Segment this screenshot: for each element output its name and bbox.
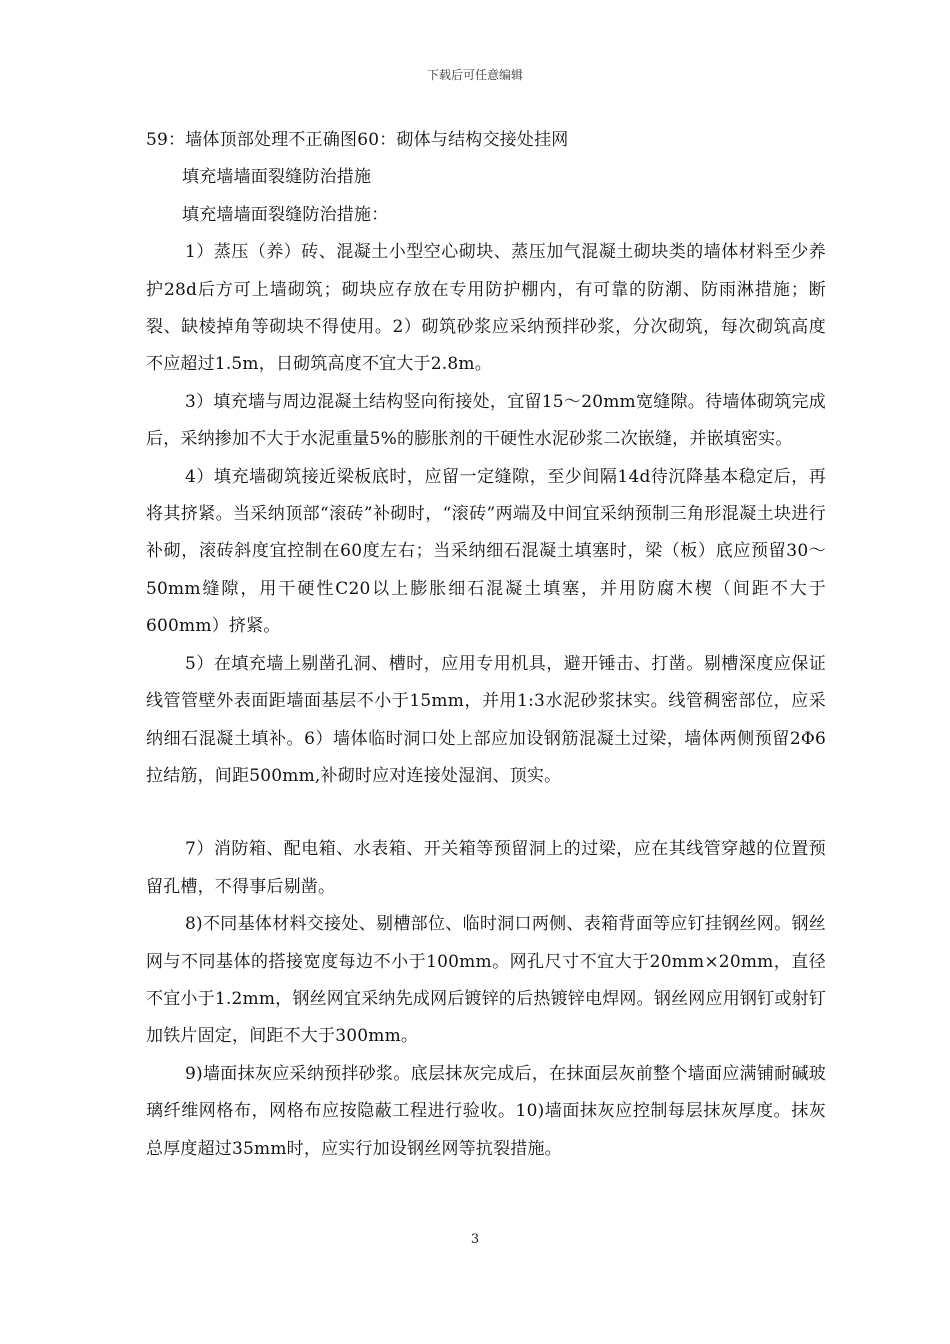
paragraph-item-3: 3）填充墙与周边混凝土结构竖向衔接处，宜留15～20mm宽缝隙。待墙体砌筑完成后，采纳掺加不大于水泥重量5%的膨胀剂的干硬性水泥砂浆二次嵌缝，并嵌填密实。 xyxy=(146,391,826,450)
page-header: 下载后可任意编辑 xyxy=(426,68,523,82)
paragraph-item-1: 1）蒸压（养）砖、混凝土小型空心砌块、蒸压加气混凝土砌块类的墙体材料至少养护28d后方可上墙砌筑；砌块应存放在专用防护棚内，有可靠的防潮、防雨淋措施；断裂、缺棱掉角等砌块不得使用。2）砌筑砂浆应采纳预拌砂浆，分次砌筑，每次砌筑高度不应超过1.5m，日砌筑高度不宜大于2.8m。 xyxy=(146,242,826,375)
section-subheading: 填充墙墙面裂缝防治措施： xyxy=(182,204,389,225)
paragraph-item-7: 7）消防箱、配电箱、水表箱、开关箱等预留洞上的过梁，应在其线管穿越的位置预留孔槽，不得事后剔凿。 xyxy=(146,839,826,897)
paragraph-gap xyxy=(146,795,826,831)
paragraph-item-8: 8)不同基体材料交接处、剔槽部位、临时洞口两侧、表箱背面等应钉挂钢丝网。钢丝网与不同基体的搭接宽度每边不小于100mm。网孔尺寸不宜大于20mm×20mm，直径不宜小于1.2mm，钢丝网宜采纳先成网后镀锌的后热镀锌电焊网。钢丝网应用钢钉或射钉加铁片固定，间距不大于300mm。 xyxy=(146,914,826,1047)
paragraph-item-5: 5）在填充墙上剔凿孔洞、槽时，应用专用机具，避开锤击、打凿。剔槽深度应保证线管管壁外表面距墙面基层不小于15mm，并用1:3水泥砂浆抹实。线管稠密部位，应采纳细石混凝土填补。6）墙体临时洞口处上部应加设钢筋混凝土过梁，墙体两侧预留2Φ6拉结筋，间距500mm,补砌时应对连接处湿润、顶实。 xyxy=(146,653,826,786)
section-heading: 填充墙墙面裂缝防治措施 xyxy=(182,167,372,188)
page-number: 3 xyxy=(470,1232,480,1247)
figure-caption: 59：墙体顶部处理不正确图60：砌体与结构交接处挂网 xyxy=(146,130,569,150)
paragraph-item-4: 4）填充墙砌筑接近梁板底时，应留一定缝隙，至少间隔14d待沉降基本稳定后，再将其挤紧。当采纳顶部“滚砖”补砌时，“滚砖”两端及中间宜采纳预制三角形混凝土块进行补砌，滚砖斜度宜控制在60度左右；当采纳细石混凝土填塞时，梁（板）底应预留30～50mm缝隙，用干硬性C20以上膨胀细石混凝土填塞，并用防腐木楔（间距不大于600mm）挤紧。 xyxy=(146,466,826,637)
paragraph-item-9: 9)墙面抹灰应采纳预拌砂浆。底层抹灰完成后，在抹面层灰前整个墙面应满铺耐碱玻璃纤维网格布，网格布应按隐蔽工程进行验收。10)墙面抹灰应控制每层抹灰厚度。抹灰总厚度超过35mm时，应实行加设钢丝网等抗裂措施。 xyxy=(146,1063,826,1159)
body-text xyxy=(146,122,826,1168)
